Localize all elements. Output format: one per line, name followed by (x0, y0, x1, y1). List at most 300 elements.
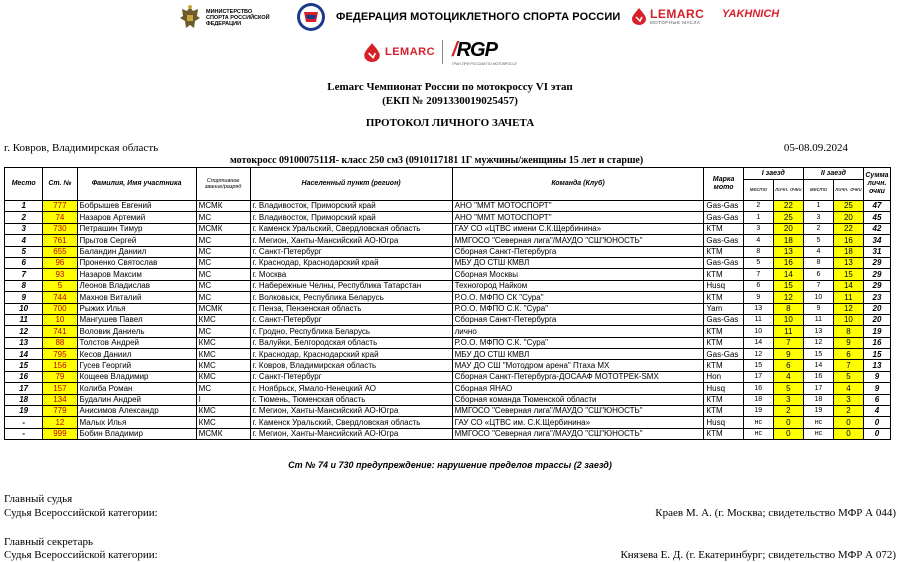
cell-city: г. Краснодар, Краснодарский край (250, 257, 452, 268)
cell-place: 11 (5, 314, 43, 325)
cell-rank: МС (196, 257, 250, 268)
table-row (5, 337, 891, 348)
cell-city: г. Владивосток, Приморский край (250, 212, 452, 223)
federation-emblem-icon (296, 2, 326, 32)
cell-p1: 19 (743, 406, 773, 417)
cell-sum: 4 (863, 406, 890, 417)
cell-city: г. Санкт-Петербург (250, 246, 452, 257)
header-city: Населенный пункт (регион) (250, 168, 452, 201)
cell-moto: Gas-Gas (704, 314, 743, 325)
header-moto: Марка мото (704, 168, 743, 201)
cell-team: Р.О.О. МФПО С.К. "Сура" (452, 303, 704, 314)
cell-p1: 5 (743, 257, 773, 268)
table-row (5, 417, 891, 428)
cell-p1: 4 (743, 235, 773, 246)
secretary-name: Князева Е. Д. (г. Екатеринбург; свидетельство МФР А 072) (620, 549, 896, 561)
cell-pts2: 20 (833, 212, 863, 223)
cell-place: 12 (5, 326, 43, 337)
cell-p2: 12 (803, 337, 833, 348)
header-name: Фамилия, Имя участника (77, 168, 196, 201)
cell-pts2: 15 (833, 269, 863, 280)
cell-team: МБУ ДО СТШ КМВЛ (452, 349, 704, 360)
cell-city: г. Мегион, Ханты-Мансийский АО-Югра (250, 406, 452, 417)
eagle-emblem-icon (178, 4, 202, 32)
cell-place: 3 (5, 223, 43, 234)
cell-p2: 19 (803, 406, 833, 417)
cell-city: г. Ковров, Владимирская область (250, 360, 452, 371)
table-row (5, 360, 891, 371)
table-row (5, 394, 891, 405)
table-row (5, 383, 891, 394)
cell-p1: 8 (743, 246, 773, 257)
cell-name: Баландин Даниил (77, 246, 196, 257)
cell-num: 795 (43, 349, 77, 360)
cell-p2: 18 (803, 394, 833, 405)
cell-moto: КТМ (704, 406, 743, 417)
table-row (5, 280, 891, 291)
cell-pts1: 20 (773, 223, 803, 234)
cell-num: 999 (43, 428, 77, 439)
cell-sum: 45 (863, 212, 890, 223)
cell-moto: КТМ (704, 394, 743, 405)
cell-sum: 9 (863, 383, 890, 394)
cell-p2: 9 (803, 303, 833, 314)
cell-pts2: 3 (833, 394, 863, 405)
cell-name: Проненко Святослав (77, 257, 196, 268)
cell-pts1: 12 (773, 292, 803, 303)
cell-rank: КМС (196, 406, 250, 417)
cell-rank: МС (196, 326, 250, 337)
cell-sum: 20 (863, 303, 890, 314)
cell-p2: 10 (803, 292, 833, 303)
cell-pts2: 14 (833, 280, 863, 291)
cell-place: 18 (5, 394, 43, 405)
cell-city: г. Владивосток, Приморский край (250, 201, 452, 212)
cell-place: 2 (5, 212, 43, 223)
cell-rank: МСМК (196, 428, 250, 439)
cell-pts1: 5 (773, 383, 803, 394)
cell-place: 10 (5, 303, 43, 314)
cell-pts2: 8 (833, 326, 863, 337)
cell-rank: МСМК (196, 303, 250, 314)
logo-bar (0, 2, 900, 36)
cell-name: Махнов Виталий (77, 292, 196, 303)
cell-pts2: 7 (833, 360, 863, 371)
header-race1-points: личн. очки (773, 180, 803, 201)
cell-moto: Gas-Gas (704, 212, 743, 223)
header-race1-place: место (743, 180, 773, 201)
cell-p1: нс (743, 428, 773, 439)
table-row (5, 257, 891, 268)
cell-sum: 0 (863, 417, 890, 428)
cell-rank: I (196, 394, 250, 405)
judge-title: Главный судья (4, 493, 73, 505)
cell-team: Р.О.О. МФПО СК "Сура" (452, 292, 704, 303)
cell-num: 761 (43, 235, 77, 246)
cell-sum: 47 (863, 201, 890, 212)
cell-num: 779 (43, 406, 77, 417)
cell-sum: 9 (863, 371, 890, 382)
cell-sum: 29 (863, 257, 890, 268)
cell-moto: КТМ (704, 223, 743, 234)
cell-pts1: 25 (773, 212, 803, 223)
warning-note: Ст № 74 и 730 предупреждение: нарушение пределов трассы (2 заезд) (288, 460, 612, 470)
cell-sum: 31 (863, 246, 890, 257)
cell-p2: 11 (803, 314, 833, 325)
lemarc-subtext: МОТОРНЫЕ МАСЛА (650, 19, 701, 25)
cell-p2: 4 (803, 246, 833, 257)
header-team: Команда (Клуб) (452, 168, 704, 201)
cell-rank: КМС (196, 371, 250, 382)
cell-place: 7 (5, 269, 43, 280)
cell-pts2: 18 (833, 246, 863, 257)
results-body (5, 201, 891, 440)
cell-city: г. Гродно, Республика Беларусь (250, 326, 452, 337)
cell-team: Сборная Санкт-Петербурга-ДОСААФ МОТОТРЕК-SMX (452, 371, 704, 382)
cell-city: г. Набережные Челны, Республика Татарстан (250, 280, 452, 291)
cell-name: Кесов Даниил (77, 349, 196, 360)
cell-pts2: 6 (833, 349, 863, 360)
cell-p1: 7 (743, 269, 773, 280)
cell-p1: 12 (743, 349, 773, 360)
lemarc-logo-top (631, 7, 704, 25)
cell-city: г. Санкт-Петербург (250, 314, 452, 325)
ekp-number: (ЕКП № 2091330019025457) (382, 95, 518, 107)
cell-num: 655 (43, 246, 77, 257)
cell-pts2: 13 (833, 257, 863, 268)
cell-place: 8 (5, 280, 43, 291)
cell-city: г. Мегион, Ханты-Мансийский АО-Югра (250, 235, 452, 246)
cell-p2: 17 (803, 383, 833, 394)
cell-place: 15 (5, 360, 43, 371)
cell-moto: Gas-Gas (704, 201, 743, 212)
cell-num: 10 (43, 314, 77, 325)
cell-pts2: 0 (833, 428, 863, 439)
cell-p1: 2 (743, 201, 773, 212)
cell-pts1: 13 (773, 246, 803, 257)
cell-pts1: 3 (773, 394, 803, 405)
lemarc-wordmark: LEMARC (650, 6, 705, 21)
cell-city: г. Санкт-Петербург (250, 371, 452, 382)
cell-pts2: 22 (833, 223, 863, 234)
cell-team: Сборная Москвы (452, 269, 704, 280)
table-row (5, 246, 891, 257)
cell-p2: 13 (803, 326, 833, 337)
cell-sum: 0 (863, 428, 890, 439)
cell-moto: Husq (704, 383, 743, 394)
cell-place: 6 (5, 257, 43, 268)
table-row (5, 269, 891, 280)
cell-sum: 34 (863, 235, 890, 246)
cell-name: Рыжих Илья (77, 303, 196, 314)
header-rank: Спортивное звание/разряд (196, 168, 250, 201)
cell-moto: Gas-Gas (704, 349, 743, 360)
cell-num: 134 (43, 394, 77, 405)
cell-rank: КМС (196, 417, 250, 428)
cell-moto: Husq (704, 280, 743, 291)
federation-logo (296, 2, 620, 32)
cell-num: 88 (43, 337, 77, 348)
cell-name: Гусев Георгий (77, 360, 196, 371)
cell-name: Будалин Андрей (77, 394, 196, 405)
cell-rank: МС (196, 235, 250, 246)
cell-team: ГАУ СО «ЦТВС им. С.К.Щербинина» (452, 417, 704, 428)
secretary-title: Главный секретарь (4, 536, 93, 548)
table-row (5, 371, 891, 382)
cell-rank: МС (196, 269, 250, 280)
cell-pts1: 0 (773, 417, 803, 428)
cell-name: Леонов Владислав (77, 280, 196, 291)
cell-p2: нс (803, 417, 833, 428)
cell-moto: КТМ (704, 428, 743, 439)
cell-name: Бобрышев Евгений (77, 201, 196, 212)
cell-rank: КМС (196, 337, 250, 348)
cell-city: г. Москва (250, 269, 452, 280)
cell-p2: 6 (803, 269, 833, 280)
header-sum: Сумма личн. очки (863, 168, 890, 201)
cell-pts1: 11 (773, 326, 803, 337)
cell-place: 5 (5, 246, 43, 257)
cell-moto: КТМ (704, 269, 743, 280)
cell-p1: 18 (743, 394, 773, 405)
cell-pts1: 14 (773, 269, 803, 280)
cell-city: г. Волковыск, Республика Беларусь (250, 292, 452, 303)
yakhnich-logo (722, 8, 779, 20)
lemarc-drop-icon (631, 7, 647, 25)
cell-rank: КМС (196, 360, 250, 371)
cell-city: г. Мегион, Ханты-Мансийский АО-Югра (250, 428, 452, 439)
table-row (5, 406, 891, 417)
cell-num: 96 (43, 257, 77, 268)
table-row (5, 349, 891, 360)
cell-num: 700 (43, 303, 77, 314)
header-race2: II заезд (803, 168, 863, 180)
table-row (5, 201, 891, 212)
cell-team: ММГОСО "Северная лига"/МАУДО "СШ"ЮНОСТЬ" (452, 235, 704, 246)
header-race2-points: личн. очки (833, 180, 863, 201)
cell-p1: 14 (743, 337, 773, 348)
lemarc-logo-center (362, 42, 435, 62)
cell-place: - (5, 428, 43, 439)
rgp-logo (452, 39, 517, 66)
cell-sum: 19 (863, 326, 890, 337)
table-row (5, 428, 891, 439)
cell-pts1: 16 (773, 257, 803, 268)
cell-name: Петрашин Тимур (77, 223, 196, 234)
cell-rank: МС (196, 383, 250, 394)
event-location: г. Ковров, Владимирская область (4, 142, 159, 154)
ministry-logo (178, 4, 276, 32)
table-row (5, 326, 891, 337)
cell-num: 744 (43, 292, 77, 303)
cell-pts2: 16 (833, 235, 863, 246)
judge-name: Краев М. А. (г. Москва; свидетельство МФР А 044) (655, 507, 896, 519)
cell-rank: МС (196, 292, 250, 303)
cell-city: г. Валуйки, Белгородская область (250, 337, 452, 348)
cell-moto: КТМ (704, 246, 743, 257)
cell-p1: 9 (743, 292, 773, 303)
table-row (5, 292, 891, 303)
table-row (5, 235, 891, 246)
logo-divider (442, 40, 443, 64)
cell-num: 730 (43, 223, 77, 234)
cell-moto: Hon (704, 371, 743, 382)
cell-p2: 5 (803, 235, 833, 246)
cell-p1: 16 (743, 383, 773, 394)
cell-p1: 13 (743, 303, 773, 314)
cell-pts1: 7 (773, 337, 803, 348)
cell-city: г. Ноябрьск, Ямало-Ненецкий АО (250, 383, 452, 394)
cell-moto: КТМ (704, 360, 743, 371)
cell-rank: МС (196, 280, 250, 291)
cell-sum: 29 (863, 269, 890, 280)
cell-sum: 13 (863, 360, 890, 371)
cell-num: 74 (43, 212, 77, 223)
cell-p1: 1 (743, 212, 773, 223)
cell-place: 16 (5, 371, 43, 382)
cell-name: Малых Илья (77, 417, 196, 428)
cell-name: Прытов Сергей (77, 235, 196, 246)
cell-sum: 23 (863, 292, 890, 303)
cell-moto: Gas-Gas (704, 235, 743, 246)
cell-p2: 16 (803, 371, 833, 382)
cell-pts1: 10 (773, 314, 803, 325)
cell-team: ММГОСО "Северная лига"/МАУДО "СШ"ЮНОСТЬ" (452, 428, 704, 439)
cell-name: Назаров Максим (77, 269, 196, 280)
cell-city: г. Краснодар, Краснодарский край (250, 349, 452, 360)
cell-p1: нс (743, 417, 773, 428)
header-race2-place: место (803, 180, 833, 201)
cell-p1: 17 (743, 371, 773, 382)
cell-city: г. Пенза, Пензенская область (250, 303, 452, 314)
cell-moto: Yam (704, 303, 743, 314)
cell-place: 9 (5, 292, 43, 303)
cell-place: 17 (5, 383, 43, 394)
header-race1: I заезд (743, 168, 803, 180)
header-number: Ст. № (43, 168, 77, 201)
cell-place: 1 (5, 201, 43, 212)
cell-pts1: 9 (773, 349, 803, 360)
cell-num: 93 (43, 269, 77, 280)
cell-pts2: 5 (833, 371, 863, 382)
rgp-subtext: ГРАН-ПРИ РОССИИ ПО МОТОКРОССУ (452, 62, 518, 66)
event-date: 05-08.09.2024 (783, 142, 848, 154)
secretary-category: Судья Всероссийской категории: (4, 549, 158, 561)
class-description: мотокросс 0910007511Я- класс 250 см3 (0910117181 1Г мужчины/женщины 15 лет и старше) (230, 155, 644, 166)
cell-team: ГАУ СО «ЦТВС имени С.К.Щербинина» (452, 223, 704, 234)
cell-p2: 2 (803, 223, 833, 234)
cell-pts2: 12 (833, 303, 863, 314)
cell-pts2: 2 (833, 406, 863, 417)
cell-p2: 8 (803, 257, 833, 268)
cell-team: Сборная Санкт-Петербурга (452, 246, 704, 257)
cell-place: - (5, 417, 43, 428)
cell-p2: нс (803, 428, 833, 439)
cell-moto: КТМ (704, 292, 743, 303)
cell-pts1: 6 (773, 360, 803, 371)
judge-category: Судья Всероссийской категории: (4, 507, 158, 519)
cell-sum: 6 (863, 394, 890, 405)
cell-pts2: 10 (833, 314, 863, 325)
cell-rank: КМС (196, 314, 250, 325)
cell-place: 14 (5, 349, 43, 360)
cell-moto: КТМ (704, 337, 743, 348)
cell-name: Кощеев Владимир (77, 371, 196, 382)
cell-place: 13 (5, 337, 43, 348)
cell-name: Анисимов Александр (77, 406, 196, 417)
cell-p1: 15 (743, 360, 773, 371)
cell-place: 4 (5, 235, 43, 246)
cell-place: 19 (5, 406, 43, 417)
cell-num: 156 (43, 360, 77, 371)
cell-name: Назаров Артемий (77, 212, 196, 223)
cell-rank: МС (196, 212, 250, 223)
cell-num: 12 (43, 417, 77, 428)
header-place: Место (5, 168, 43, 201)
cell-p1: 3 (743, 223, 773, 234)
table-row (5, 223, 891, 234)
cell-num: 5 (43, 280, 77, 291)
cell-p2: 1 (803, 201, 833, 212)
cell-name: Воловик Даниель (77, 326, 196, 337)
cell-team: Сборная Санкт-Петербурга (452, 314, 704, 325)
cell-p1: 11 (743, 314, 773, 325)
cell-p2: 14 (803, 360, 833, 371)
results-table (4, 167, 891, 440)
cell-name: Толстов Андрей (77, 337, 196, 348)
cell-sum: 42 (863, 223, 890, 234)
cell-p1: 6 (743, 280, 773, 291)
cell-pts1: 18 (773, 235, 803, 246)
cell-sum: 20 (863, 314, 890, 325)
cell-p2: 3 (803, 212, 833, 223)
rgp-wordmark: /RGP (452, 39, 497, 61)
cell-team: Сборная ЯНАО (452, 383, 704, 394)
cell-rank: МСМК (196, 223, 250, 234)
championship-title: Lemarc Чемпионат России по мотокроссу VI этап (327, 81, 573, 93)
table-row (5, 314, 891, 325)
cell-pts1: 22 (773, 201, 803, 212)
cell-city: г. Каменск Уральский, Свердловская область (250, 417, 452, 428)
cell-pts1: 15 (773, 280, 803, 291)
federation-name: ФЕДЕРАЦИЯ МОТОЦИКЛЕТНОГО СПОРТА РОССИИ (336, 11, 621, 23)
cell-pts1: 4 (773, 371, 803, 382)
cell-team: Техногород Найком (452, 280, 704, 291)
cell-p2: 15 (803, 349, 833, 360)
cell-moto: КТМ (704, 326, 743, 337)
cell-sum: 16 (863, 337, 890, 348)
cell-team: Сборная команда Тюменской области (452, 394, 704, 405)
cell-rank: МС (196, 246, 250, 257)
cell-moto: Gas-Gas (704, 257, 743, 268)
cell-name: Бобин Владимир (77, 428, 196, 439)
cell-p1: 10 (743, 326, 773, 337)
cell-city: г. Каменск Уральский, Свердловская область (250, 223, 452, 234)
ministry-text: МИНИСТЕРСТВО СПОРТА РОССИЙСКОЙ ФЕДЕРАЦИИ (206, 9, 270, 27)
rgp-letters: RGP (456, 39, 497, 61)
table-row (5, 212, 891, 223)
yakhnich-wordmark: YAKHNICH (722, 8, 780, 20)
cell-p2: 7 (803, 280, 833, 291)
cell-num: 157 (43, 383, 77, 394)
cell-num: 79 (43, 371, 77, 382)
cell-pts1: 0 (773, 428, 803, 439)
cell-pts2: 9 (833, 337, 863, 348)
cell-rank: МСМК (196, 201, 250, 212)
cell-team: МАУ ДО СШ "Мотодром арена" Птаха МХ (452, 360, 704, 371)
cell-rank: КМС (196, 349, 250, 360)
cell-moto: Husq (704, 417, 743, 428)
